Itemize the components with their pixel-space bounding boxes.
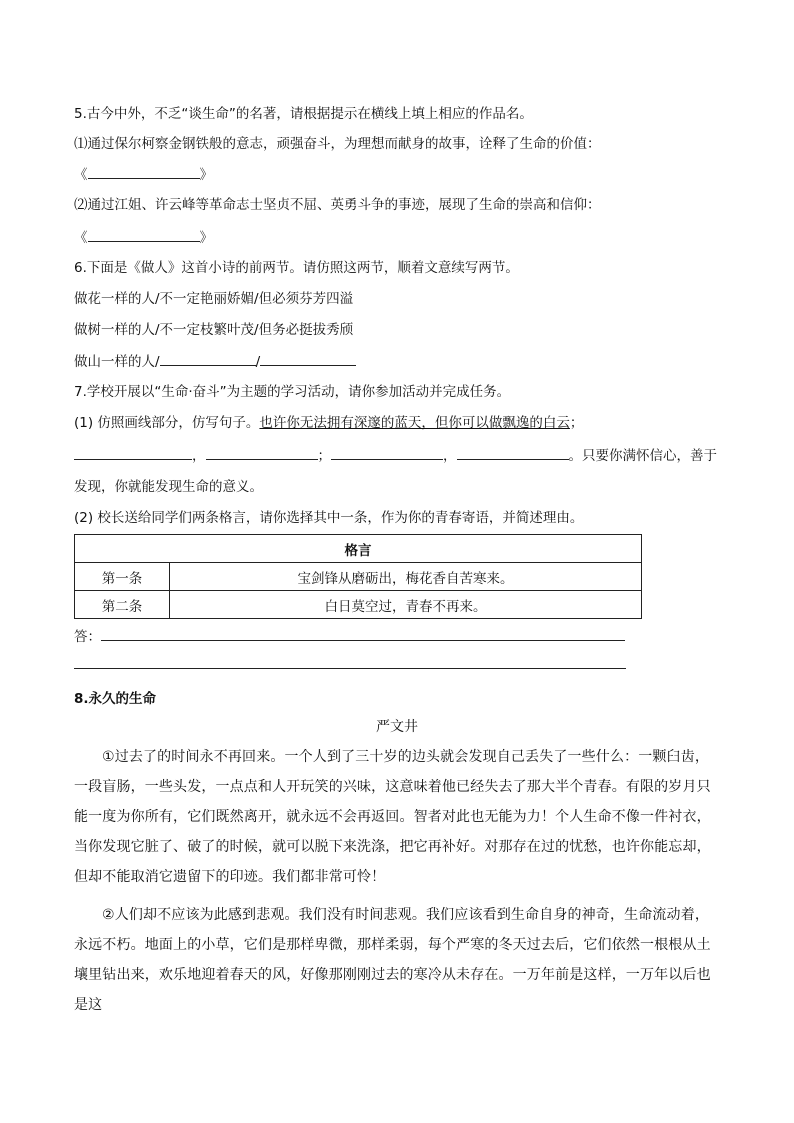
table-cell-maxim: 宝剑锋从磨砺出，梅花香自苦寒来。 (170, 563, 642, 591)
q7-imitation-row (74, 445, 717, 466)
q6-poem-line1: 做花一样的人/不一定艳丽娇媚/但必须芬芳四溢 (74, 291, 354, 307)
q7-part1-suffix: ； (569, 415, 584, 431)
q7-imitation-tail: 。只要你满怀信心，善于 (568, 448, 717, 464)
q7-answer-row-2 (74, 654, 626, 675)
q7-blank-4[interactable] (457, 445, 569, 460)
maxims-table (74, 534, 642, 619)
q7-part1 (74, 413, 583, 433)
q6-line3-prefix: 做山一样的人/ (74, 354, 160, 370)
table-cell-maxim: 白日莫空过，青春不再来。 (170, 591, 642, 619)
answer-label: 答： (74, 629, 101, 645)
q6-blank-2[interactable] (260, 351, 356, 366)
q7-blank-3[interactable] (331, 445, 443, 460)
q6-poem-line3 (74, 351, 356, 372)
q8-paragraph-1: ①过去了的时间永不再回来。一个人到了三十岁的边头就会发现自己丢失了一些什么：一颗臼齿，一段盲肠，一些头发，一点点和人开玩笑的兴味，这意味着他已经失去了那大半个青春。有限的岁月只能一度为你所有，它们既然离开，就永远不会再返回。智者对此也无能为力！个人生命不像一件衬衣，当你发现它脏了、破了的时候，就可以脱下来洗涤，把它再补好。对那存在过的忧愁，也许你能忘却，但却不能取消它遗留下的印迹。我们都非常可怜！ (74, 749, 711, 885)
table-cell-label: 第一条 (75, 563, 170, 591)
q6-poem-line2: 做树一样的人/不一定枝繁叶茂/但务必挺拔秀颀 (74, 322, 354, 338)
q5-answer2-blank[interactable] (88, 227, 200, 242)
open-bracket: 《 (74, 230, 88, 246)
q5-title: 5.古今中外，不乏“谈生命”的名著，请根据提示在横线上填上相应的作品名。 (74, 106, 533, 122)
q7-part1-underlined: 也许你无法拥有深邃的蓝天，但你可以做飘逸的白云 (259, 415, 570, 431)
q5-item2: ⑵通过江姐、许云峰等革命志士坚贞不屈、英勇斗争的事迹，展现了生命的崇高和信仰： (74, 197, 601, 213)
open-bracket: 《 (74, 167, 88, 183)
table-cell-label: 第二条 (75, 591, 170, 619)
q8-title: 8.永久的生命 (74, 691, 157, 707)
q6-blank-1[interactable] (160, 351, 256, 366)
close-bracket: 》 (199, 167, 213, 183)
table-row (75, 591, 642, 619)
semicolon: ； (317, 448, 331, 464)
table-row (75, 563, 642, 591)
q8-author: 严文井 (376, 719, 418, 735)
comma: ， (192, 448, 206, 464)
q7-answer-blank-1[interactable] (101, 626, 625, 641)
q7-blank-1[interactable] (74, 445, 192, 460)
maxims-table-header: 格言 (75, 535, 642, 563)
q7-answer-row (74, 626, 625, 647)
q5-item1: ⑴通过保尔柯察金钢铁般的意志，顽强奋斗，为理想而献身的故事，诠释了生命的价值： (74, 136, 601, 152)
q5-answer2-row (74, 227, 213, 248)
q6-title: 6.下面是《做人》这首小诗的前两节。请仿照这两节，顺着文意续写两节。 (74, 260, 519, 276)
q7-title: 7.学校开展以“生命·奋斗”为主题的学习活动，请你参加活动并完成任务。 (74, 384, 511, 400)
q7-answer-blank-2[interactable] (74, 654, 626, 669)
q7-part2: (2) 校长送给同学们两条格言，请你选择其中一条，作为你的青春寄语，并简述理由。 (74, 510, 584, 526)
q7-continuation: 发现，你就能发现生命的意义。 (74, 479, 263, 495)
q5-answer1-blank[interactable] (88, 164, 200, 179)
q7-part1-prefix: (1) 仿照画线部分，仿写句子。 (74, 415, 260, 431)
q6-slash: / (255, 354, 261, 370)
q8-paragraph-2: ②人们却不应该为此感到悲观。我们没有时间悲观。我们应该看到生命自身的神奇，生命流动着，永远不朽。地面上的小草，它们是那样卑微，那样柔弱，每个严寒的冬天过去后，它们依然一根根从土壤里钻出来，欢乐地迎着春天的风，好像那刚刚过去的寒冷从未存在。一万年前是这样，一万年以后也是这 (74, 907, 711, 1013)
q5-answer1-row (74, 164, 213, 185)
close-bracket: 》 (199, 230, 213, 246)
q7-blank-2[interactable] (206, 445, 318, 460)
comma: ， (443, 448, 457, 464)
